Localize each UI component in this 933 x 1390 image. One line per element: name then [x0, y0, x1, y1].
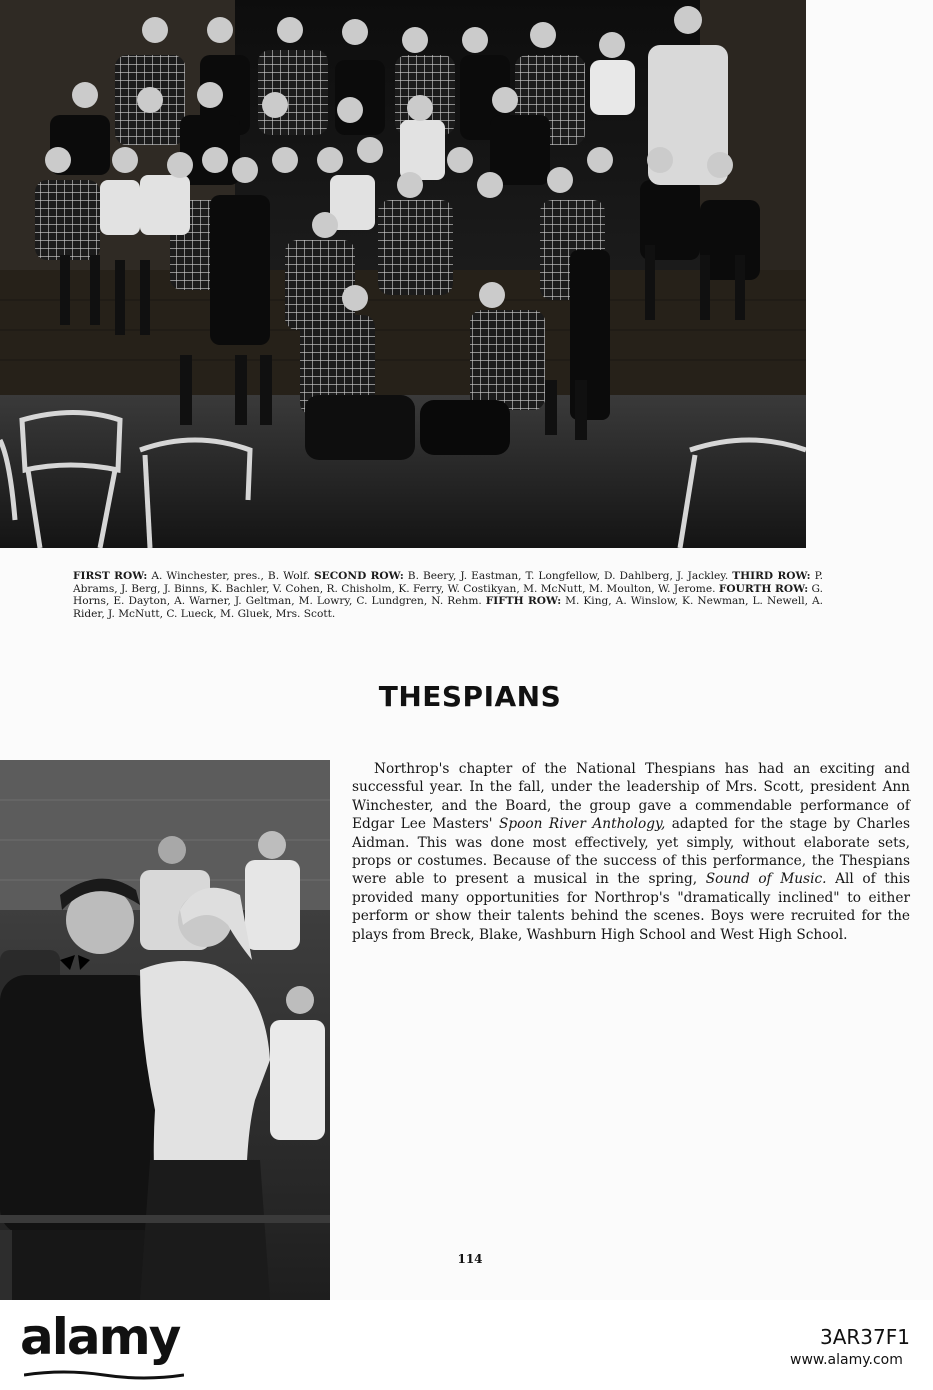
caption-row2-label: SECOND ROW: [314, 570, 404, 582]
body-part-2: adapted for the stage by Charles Aidman. This was done most effectively, yet simply, without elaborate sets, props or costumes. Because of the success of this performance, the Thespians were able to present a musical in the spring, [352, 816, 910, 888]
work-title-sound-of-music: Sound of Music. [705, 871, 827, 888]
brand-underline-mark [24, 1369, 184, 1381]
caption-row4-label: FOURTH ROW: [718, 582, 809, 595]
caption-row4-names: G. Horns, E. Dayton, A. Warner, J. Geltman, M. Lowry, C. Lundgren, N. Rehm. [73, 582, 823, 608]
brand-logo: alamy [20, 1308, 180, 1366]
body-part-3: All of this provided many opportunities for Northrop's "dramatically inclined" to either perform or show their talents behind the scenes. Boys were recruited for the plays from Breck, Blake, Washburn High School and West High School. [352, 871, 910, 943]
caption-row1-label: FIRST ROW: [73, 570, 148, 582]
section-title: THESPIANS [378, 680, 562, 713]
group-photo-art [0, 0, 806, 548]
caption-row5-names: M. King, A. Winslow, K. Newman, L. Newell, A. Rider, J. McNutt, C. Lueck, M. Gluek, Mrs. Scott. [73, 595, 824, 620]
caption-row3-names: P. Abrams, J. Berg, J. Binns, K. Bachler, V. Cohen, R. Chisholm, K. Ferry, W. Costikyan, M. McNutt, M. Moulton, W. Jerome. [73, 570, 823, 595]
article-body [352, 760, 910, 944]
work-title-spoon-river: Spoon River Anthology, [499, 816, 666, 833]
caption-row1-names: A. Winchester, pres., B. Wolf. [151, 570, 310, 582]
body-part-1: Northrop's chapter of the National Thespians has had an exciting and successful year. In the fall, under the leadership of Mrs. Scott, president Ann Winchester, and the Board, the group gave a commendable performance of Edgar Lee Masters' [352, 761, 910, 833]
image-id: 3AR37F1 [820, 1325, 910, 1349]
performance-photo [0, 760, 330, 1300]
caption-row5-label: FIFTH ROW: [485, 595, 562, 608]
page-number: 114 [457, 1252, 483, 1266]
caption-row2-names: B. Beery, J. Eastman, T. Longfellow, D. Dahlberg, J. Jackley. [407, 570, 729, 582]
photo-caption [73, 570, 823, 620]
performance-photo-art [0, 760, 330, 1300]
site-url[interactable]: www.alamy.com [790, 1352, 903, 1368]
caption-row3-label: THIRD ROW: [732, 570, 811, 582]
group-photo [0, 0, 806, 548]
